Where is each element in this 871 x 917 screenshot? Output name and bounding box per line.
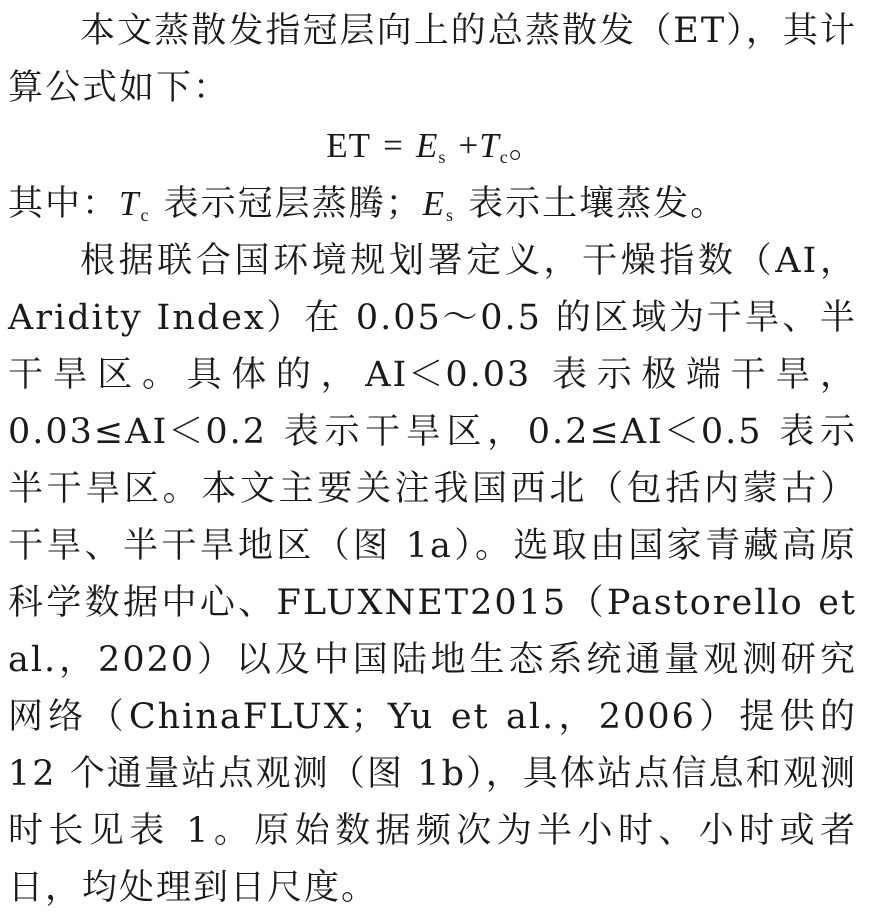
variable-t-subscript: c — [140, 205, 151, 225]
formula-term-t-subscript: c — [499, 147, 509, 167]
variable-t-description: 表示冠层蒸腾； — [150, 184, 423, 224]
paragraph-et-definition: 本文蒸散发指冠层向上的总蒸散发（ET），其计算公式如下： — [8, 11, 857, 108]
formula-plus: + — [458, 126, 480, 165]
et-formula — [0, 117, 871, 175]
formula-end-mark: 。 — [508, 126, 545, 166]
formula-term-e: E — [416, 126, 439, 165]
formula-equals: = — [383, 126, 404, 165]
formula-term-t: T — [479, 126, 500, 165]
variable-e-description: 表示土壤蒸发。 — [455, 184, 728, 224]
formula-term-e-subscript: s — [438, 147, 447, 167]
formula-lhs: ET — [326, 126, 371, 165]
variable-t: T — [119, 184, 141, 223]
variable-e: E — [422, 184, 447, 223]
paragraph-variable-definitions — [0, 175, 871, 233]
variable-e-subscript: s — [446, 205, 456, 225]
paragraph-study-area: 根据联合国环境规划署定义，干燥指数（AI，Aridity Index）在 0.05～0.5 的区域为干旱、半干旱区。具体的，AI＜0.03 表示极端干旱，0.03≤AI＜0.2 表示干旱区，0.2≤AI＜0.5 表示半干旱区。本文主要关注我国西北（包括内蒙古）干旱、半干旱地区（图 1a）。选取由国家青藏高原科学数据中心、FLUXNET2015（Pastorello et al.，2020）以及中国陆地生态系统通量观测研究网络（ChinaFLUX；Yu et al.，2006）提供的 12 个通量站点观测（图 1b），具体站点信息和观测时长见表 1。原始数据频次为半小时、小时或者日，均处理到日尺度。 — [8, 241, 857, 908]
definitions-prefix: 其中： — [8, 184, 120, 224]
